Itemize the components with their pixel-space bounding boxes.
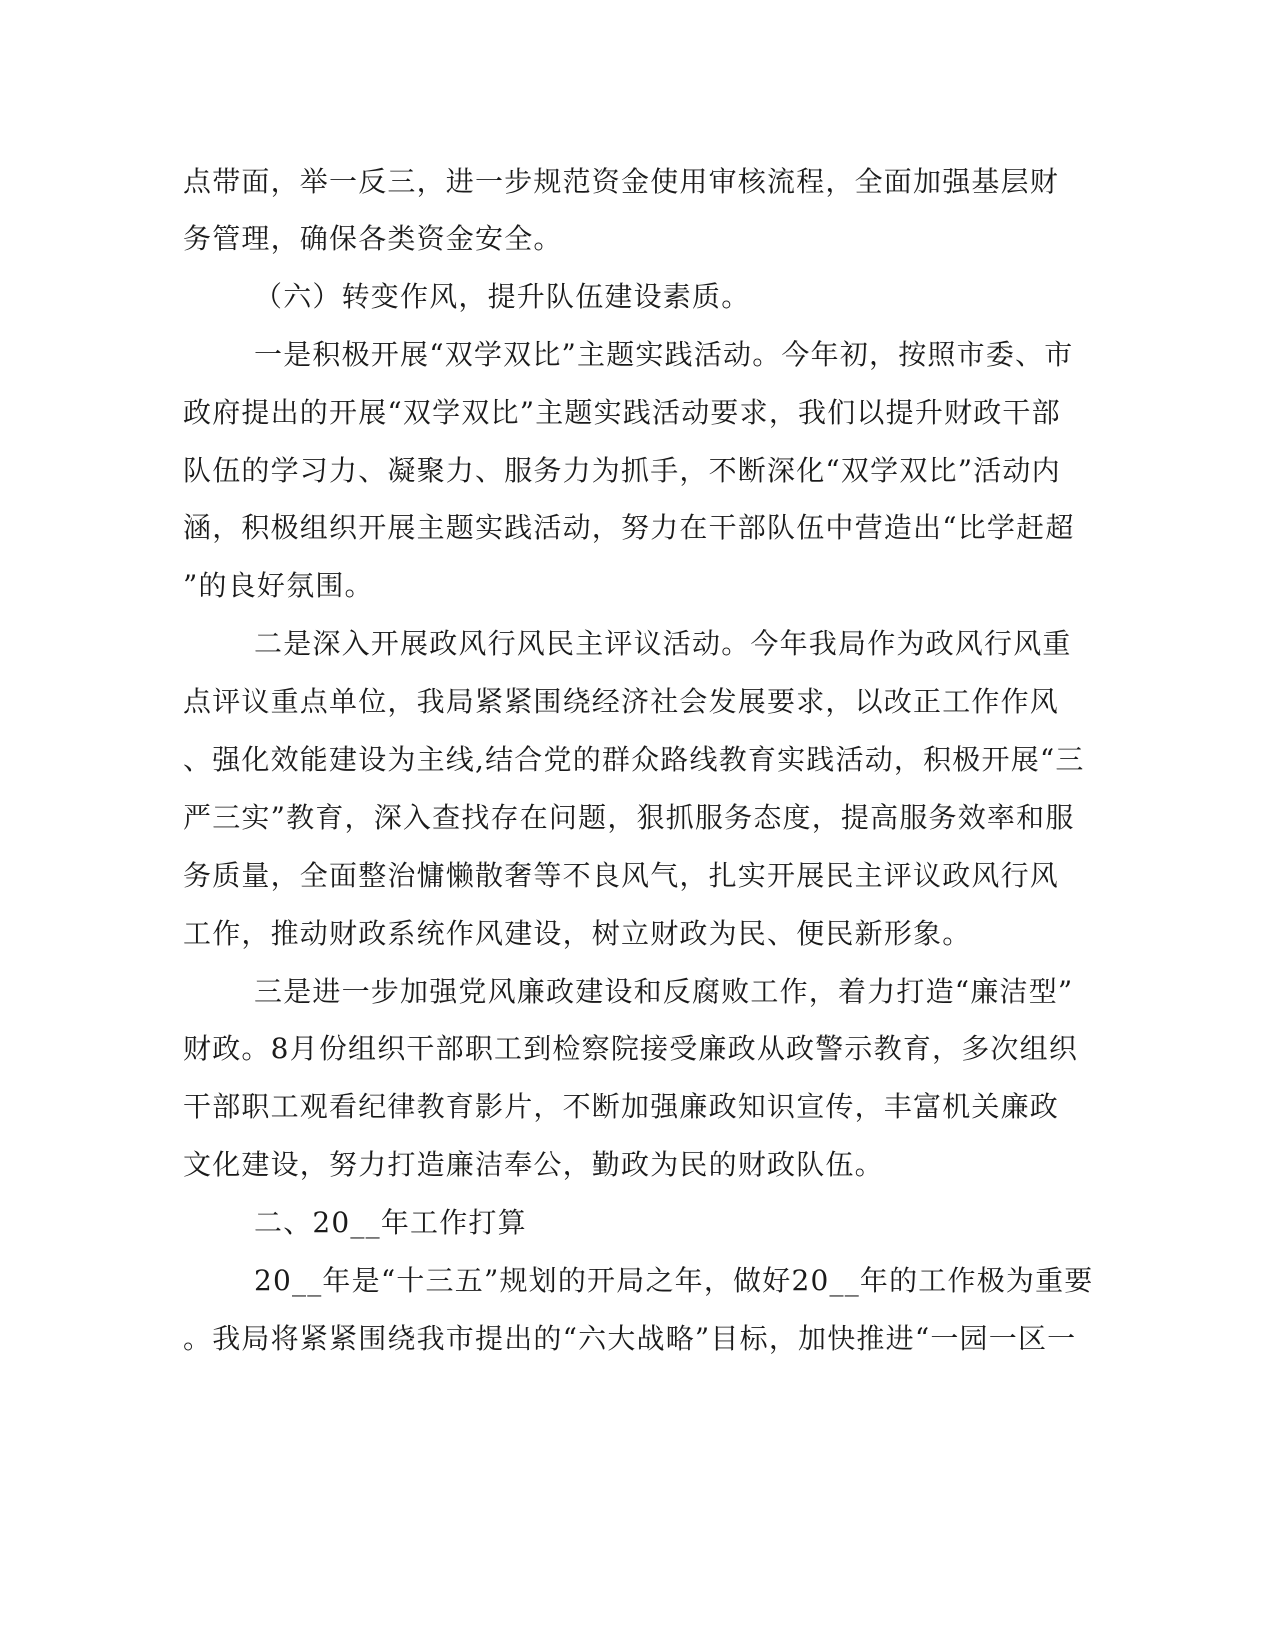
text-line: 涵，积极组织开展主题实践活动，努力在干部队伍中营造出“比学赶超 xyxy=(183,511,1075,544)
text-line: 。我局将紧紧围绕我市提出的“六大战略”目标，加快推进“一园一区一 xyxy=(183,1322,1077,1355)
text-line: 政府提出的开展“双学双比”主题实践活动要求，我们以提升财政干部 xyxy=(183,396,1061,429)
text-line: 点评议重点单位，我局紧紧围绕经济社会发展要求，以改正工作作风 xyxy=(183,685,1060,718)
text-line: 点带面，举一反三，进一步规范资金使用审核流程，全面加强基层财 xyxy=(183,165,1060,198)
text-line: 20__年是“十三五”规划的开局之年，做好20__年的工作极为重要 xyxy=(254,1264,1094,1297)
text-line: 工作，推动财政系统作风建设，树立财政为民、便民新形象。 xyxy=(183,917,972,950)
text-line: 务管理，确保各类资金安全。 xyxy=(183,222,563,255)
text-line: 一是积极开展“双学双比”主题实践活动。今年初，按照市委、市 xyxy=(254,338,1074,371)
section-heading: 二、20__年工作打算 xyxy=(254,1206,527,1239)
text-line: 、强化效能建设为主线,结合党的群众路线教育实践活动，积极开展“三 xyxy=(183,743,1085,776)
text-line: 二是深入开展政风行风民主评议活动。今年我局作为政风行风重 xyxy=(254,627,1072,660)
text-line: 务质量，全面整治慵懒散奢等不良风气，扎实开展民主评议政风行风 xyxy=(183,859,1060,892)
text-line: 队伍的学习力、凝聚力、服务力为抓手，不断深化“双学双比”活动内 xyxy=(183,454,1061,487)
text-line: 三是进一步加强党风廉政建设和反腐败工作，着力打造“廉洁型” xyxy=(254,975,1074,1008)
text-line: 干部职工观看纪律教育影片，不断加强廉政知识宣传，丰富机关廉政 xyxy=(183,1090,1060,1123)
section-heading: （六）转变作风，提升队伍建设素质。 xyxy=(254,280,751,313)
text-line: ”的良好氛围。 xyxy=(183,569,374,602)
text-line: 严三实”教育，深入查找存在问题，狠抓服务态度，提高服务效率和服 xyxy=(183,801,1075,834)
text-line: 财政。8月份组织干部职工到检察院接受廉政从政警示教育，多次组织 xyxy=(183,1032,1079,1065)
text-line: 文化建设，努力打造廉洁奉公，勤政为民的财政队伍。 xyxy=(183,1148,884,1181)
